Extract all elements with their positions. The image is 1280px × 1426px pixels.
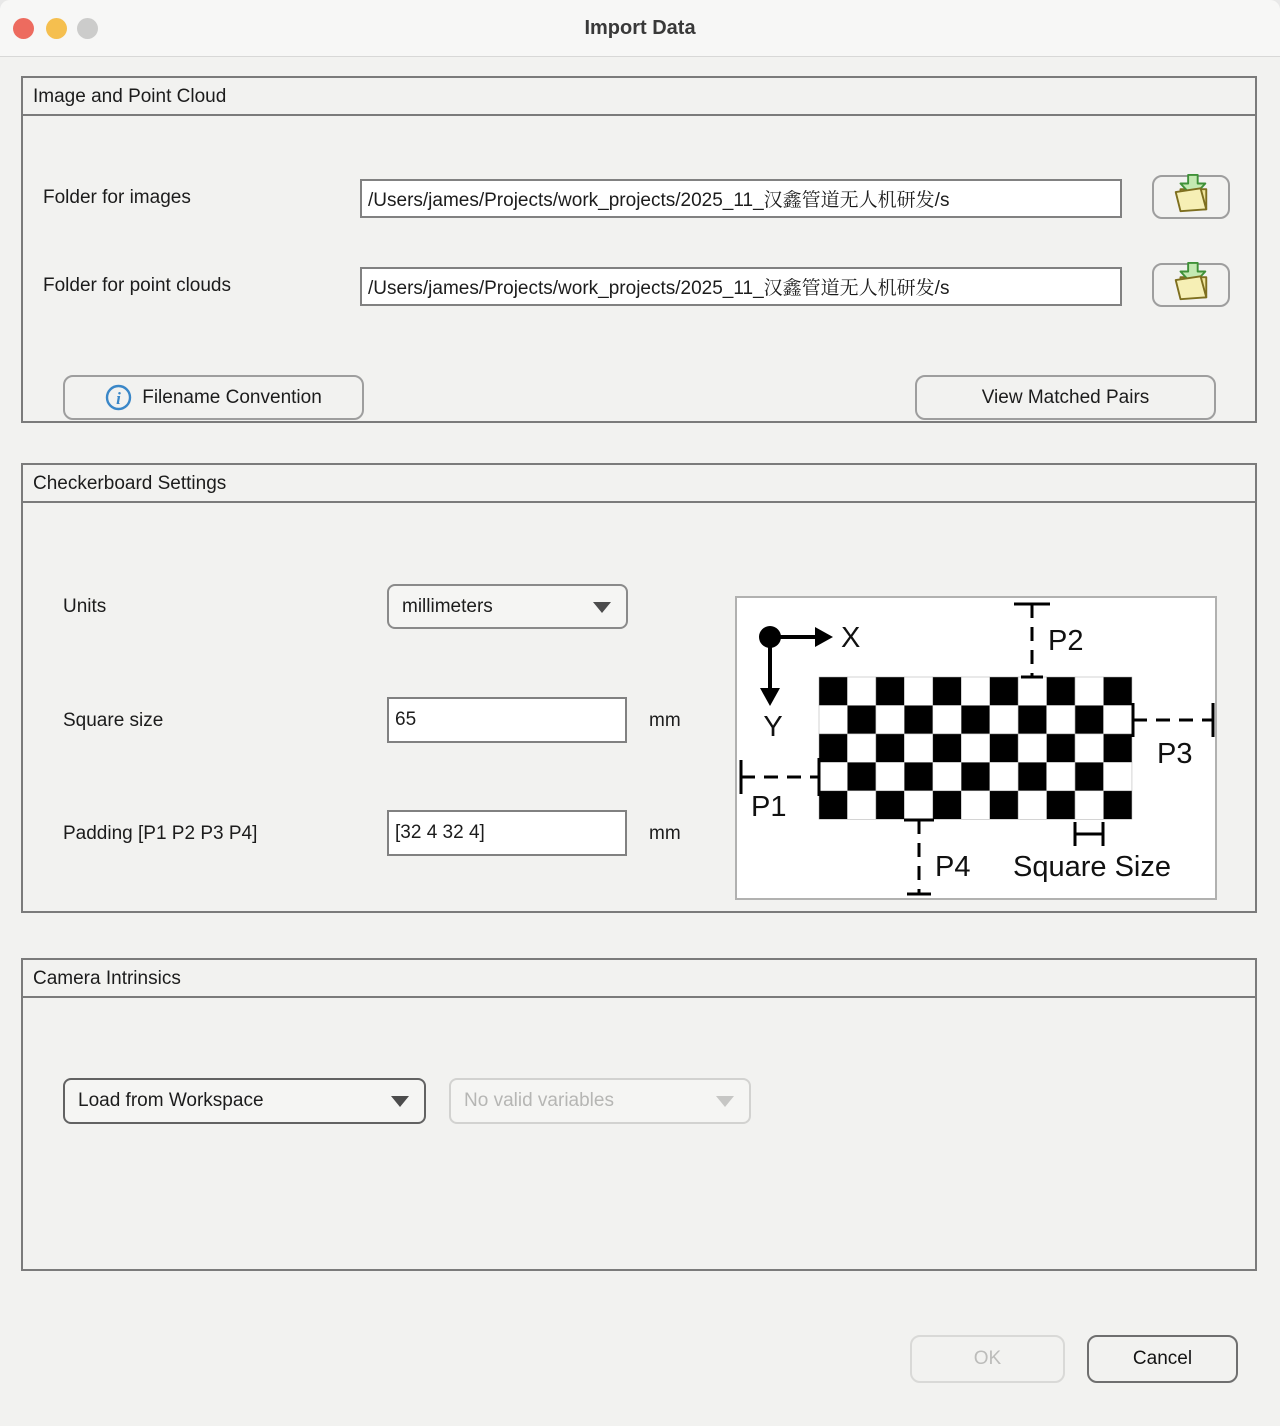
intrinsics-source-dropdown[interactable]	[63, 1078, 426, 1124]
p2-label: P2	[1048, 625, 1084, 657]
checkerboard-diagram	[735, 596, 1217, 900]
open-folder-import-icon	[1168, 173, 1214, 221]
intrinsics-variable-dropdown	[449, 1078, 751, 1124]
folder-pointclouds-input[interactable]	[360, 267, 1122, 306]
ok-button	[910, 1335, 1065, 1383]
folder-images-label: Folder for images	[43, 187, 191, 208]
padding-input[interactable]	[387, 810, 627, 856]
image-point-cloud-panel-title: Image and Point Cloud	[23, 78, 1255, 116]
checkerboard-settings-panel	[21, 463, 1257, 913]
browse-images-folder-button[interactable]	[1152, 175, 1230, 219]
y-axis-label: Y	[763, 711, 783, 743]
units-label: Units	[63, 596, 107, 617]
square-size-diagram-label: Square Size	[1013, 851, 1171, 883]
info-icon	[105, 384, 132, 411]
chevron-down-icon	[391, 1096, 409, 1107]
open-folder-import-icon	[1168, 261, 1214, 309]
cancel-button[interactable]	[1087, 1335, 1238, 1383]
square-size-label: Square size	[63, 710, 164, 731]
units-dropdown-value: millimeters	[402, 595, 493, 617]
square-size-unit: mm	[649, 710, 681, 731]
p3-label: P3	[1157, 738, 1193, 770]
intrinsics-variable-value: No valid variables	[464, 1090, 614, 1111]
cancel-button-label: Cancel	[1132, 1348, 1193, 1369]
square-size-input[interactable]	[387, 697, 627, 743]
p4-label: P4	[935, 851, 971, 883]
filename-convention-label: Filename Convention	[142, 386, 322, 408]
chevron-down-icon	[716, 1096, 734, 1107]
image-point-cloud-panel	[21, 76, 1257, 423]
camera-intrinsics-panel-title: Camera Intrinsics	[23, 960, 1255, 998]
p1-label: P1	[751, 791, 787, 823]
intrinsics-source-value: Load from Workspace	[78, 1090, 264, 1111]
folder-images-input[interactable]	[360, 179, 1122, 218]
window-title: Import Data	[584, 17, 696, 39]
view-matched-pairs-label: View Matched Pairs	[981, 386, 1150, 408]
view-matched-pairs-button[interactable]	[915, 375, 1216, 420]
svg-text:i: i	[116, 389, 122, 408]
filename-convention-button[interactable]	[63, 375, 364, 420]
padding-label: Padding [P1 P2 P3 P4]	[63, 823, 258, 844]
title-bar	[0, 0, 1280, 57]
units-dropdown[interactable]	[387, 584, 628, 629]
chevron-down-icon	[593, 602, 611, 613]
browse-pointclouds-folder-button[interactable]	[1152, 263, 1230, 307]
camera-intrinsics-panel	[21, 958, 1257, 1271]
checkerboard-settings-panel-title: Checkerboard Settings	[23, 465, 1255, 503]
x-axis-label: X	[841, 622, 861, 654]
ok-button-label: OK	[973, 1348, 1002, 1369]
folder-pointclouds-label: Folder for point clouds	[43, 275, 231, 296]
checkerboard-diagram-svg	[737, 598, 1215, 898]
padding-unit: mm	[649, 823, 681, 844]
